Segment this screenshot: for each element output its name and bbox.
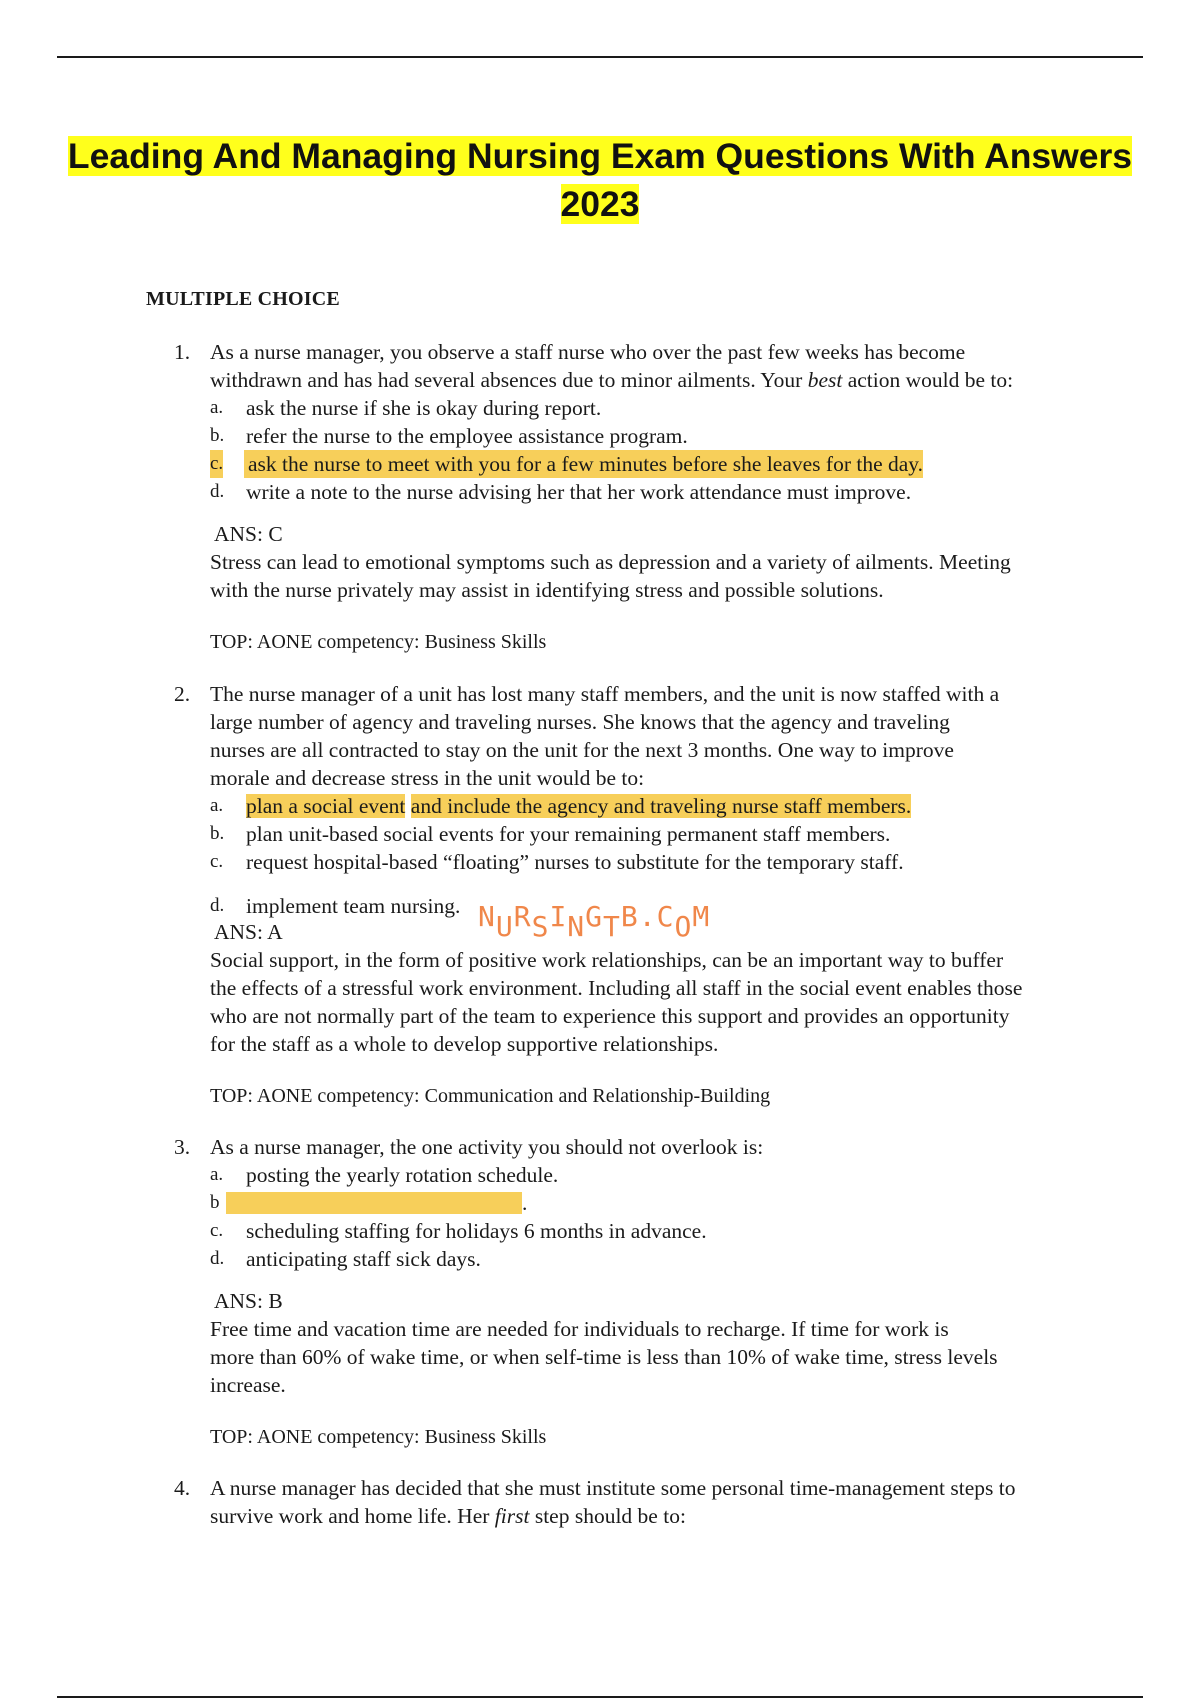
option-text-part: plan a social event <box>246 794 406 818</box>
option-d <box>210 478 1134 506</box>
watermark-letter: C <box>656 900 675 933</box>
option-letter: c. <box>210 1220 224 1241</box>
option-text: . <box>522 1191 528 1215</box>
stem-line: A nurse manager has decided that she must institute some personal time-management steps to <box>210 1476 1016 1500</box>
option-c <box>210 1217 1134 1245</box>
rationale-line: Social support, in the form of positive work relationships, can be an important way to buffer <box>210 948 1004 972</box>
stem-text: survive work and home life. Her <box>210 1504 495 1528</box>
option-text-redacted <box>224 1189 527 1217</box>
rationale <box>210 1315 1134 1399</box>
watermark-letter: S <box>531 910 550 943</box>
question-stem <box>210 1133 1134 1161</box>
option-text: ask the nurse if she is okay during report. <box>246 396 602 420</box>
rationale-line: the effects of a stressful work environment. Including all staff in the social event enables those <box>210 976 1023 1000</box>
question-2 <box>174 680 1134 1110</box>
watermark-letter: T <box>603 910 621 943</box>
page-title <box>60 132 1140 228</box>
option-text: refer the nurse to the employee assistance program. <box>246 424 688 448</box>
stem-line <box>210 1502 1134 1530</box>
option-a <box>210 394 1134 422</box>
rationale-line: more than 60% of wake time, or when self-time is less than 10% of wake time, stress levels <box>210 1345 998 1369</box>
topic-line: TOP: AONE competency: Communication and Relationship-Building <box>210 1085 771 1107</box>
option-a <box>210 1161 1134 1189</box>
watermark <box>478 900 711 943</box>
option-letter: c. <box>210 851 224 872</box>
stem-text: action would be to: <box>842 368 1014 392</box>
stem-text: withdrawn and has had several absences due to minor ailments. Your <box>210 368 808 392</box>
question-number: 2. <box>174 682 191 706</box>
question-number: 1. <box>174 340 191 364</box>
watermark-letter: U <box>495 910 514 943</box>
option-letter: b <box>210 1192 220 1213</box>
topic-line: TOP: AONE competency: Business Skills <box>210 1426 547 1448</box>
bottom-rule <box>57 1696 1143 1698</box>
watermark-letter: B <box>620 900 639 933</box>
option-text: plan unit-based social events for your remaining permanent staff members. <box>246 822 891 846</box>
answer-key: ANS: B <box>214 1289 283 1313</box>
option-text: implement team nursing. <box>246 894 461 918</box>
watermark-letter: I <box>549 900 568 933</box>
stem-text: step should be to: <box>529 1504 686 1528</box>
rationale <box>210 946 1134 1058</box>
stem-emphasis: first <box>494 1504 530 1528</box>
option-letter: a. <box>210 795 224 816</box>
redaction-block <box>226 1192 522 1214</box>
topic-line: TOP: AONE competency: Business Skills <box>210 631 547 653</box>
question-number: 4. <box>174 1476 191 1500</box>
option-letter: d. <box>210 481 225 502</box>
stem-line: As a nurse manager, you observe a staff nurse who over the past few weeks has become <box>210 340 966 364</box>
option-letter: c. <box>210 450 223 478</box>
watermark-letter: N <box>478 900 496 933</box>
title-line-2: 2023 <box>560 184 640 224</box>
option-d <box>210 1245 1134 1273</box>
rationale-line: who are not normally part of the team to experience this support and provides an opportunity <box>210 1004 1010 1028</box>
option-letter: a. <box>210 397 224 418</box>
top-rule <box>57 56 1143 58</box>
stem-line: The nurse manager of a unit has lost many staff members, and the unit is now staffed with a <box>210 682 1000 706</box>
rationale-line: with the nurse privately may assist in identifying stress and possible solutions. <box>210 578 884 602</box>
rationale-line: for the staff as a whole to develop supportive relationships. <box>210 1032 719 1056</box>
option-letter: d. <box>210 895 225 916</box>
option-c <box>210 848 1134 876</box>
question-1 <box>174 338 1134 656</box>
option-text: request hospital-based “floating” nurses to substitute for the temporary staff. <box>246 850 904 874</box>
watermark-letter: O <box>674 910 693 943</box>
option-text-highlighted: ask the nurse to meet with you for a few minutes before she leaves for the day. <box>244 450 923 478</box>
option-text: scheduling staffing for holidays 6 months in advance. <box>246 1219 707 1243</box>
question-stem <box>210 338 1134 394</box>
watermark-letter: R <box>513 900 532 933</box>
stem-line <box>210 366 1134 394</box>
answer-key: ANS: C <box>214 522 283 546</box>
stem-line: morale and decrease stress in the unit would be to: <box>210 766 645 790</box>
option-letter: d. <box>210 1248 225 1269</box>
option-b <box>210 422 1134 450</box>
option-a <box>210 792 1134 820</box>
option-text: anticipating staff sick days. <box>246 1247 481 1271</box>
question-stem <box>210 1474 1134 1530</box>
watermark-letter: . <box>638 900 657 933</box>
stem-line: As a nurse manager, the one activity you should not overlook is: <box>210 1135 764 1159</box>
watermark-letter: M <box>692 900 711 933</box>
title-line-1: Leading And Managing Nursing Exam Questions With Answers <box>67 136 1133 176</box>
rationale <box>210 548 1134 604</box>
question-3 <box>174 1133 1134 1451</box>
section-heading: MULTIPLE CHOICE <box>146 288 340 310</box>
option-letter: a. <box>210 1164 224 1185</box>
watermark-letter: N <box>567 910 586 943</box>
option-text: write a note to the nurse advising her that her work attendance must improve. <box>246 480 912 504</box>
option-text-part: and include the agency and traveling nurse staff members. <box>410 794 912 818</box>
option-text: posting the yearly rotation schedule. <box>246 1163 559 1187</box>
question-stem <box>210 680 1134 792</box>
option-b <box>210 820 1134 848</box>
option-text-highlighted <box>246 792 911 820</box>
question-4 <box>174 1474 1134 1530</box>
answer-key: ANS: A <box>214 920 283 944</box>
option-letter: b. <box>210 823 225 844</box>
stem-emphasis: best <box>807 368 843 392</box>
rationale-line: Stress can lead to emotional symptoms such as depression and a variety of ailments. Meeting <box>210 550 1011 574</box>
option-letter: b. <box>210 425 225 446</box>
stem-line: nurses are all contracted to stay on the unit for the next 3 months. One way to improve <box>210 738 954 762</box>
question-number: 3. <box>174 1135 191 1159</box>
stem-line: large number of agency and traveling nurses. She knows that the agency and traveling <box>210 710 950 734</box>
option-c <box>210 450 1134 478</box>
option-b <box>210 1189 1134 1217</box>
rationale-line: increase. <box>210 1373 286 1397</box>
watermark-letter: G <box>585 900 604 933</box>
rationale-line: Free time and vacation time are needed for individuals to recharge. If time for work is <box>210 1317 949 1341</box>
